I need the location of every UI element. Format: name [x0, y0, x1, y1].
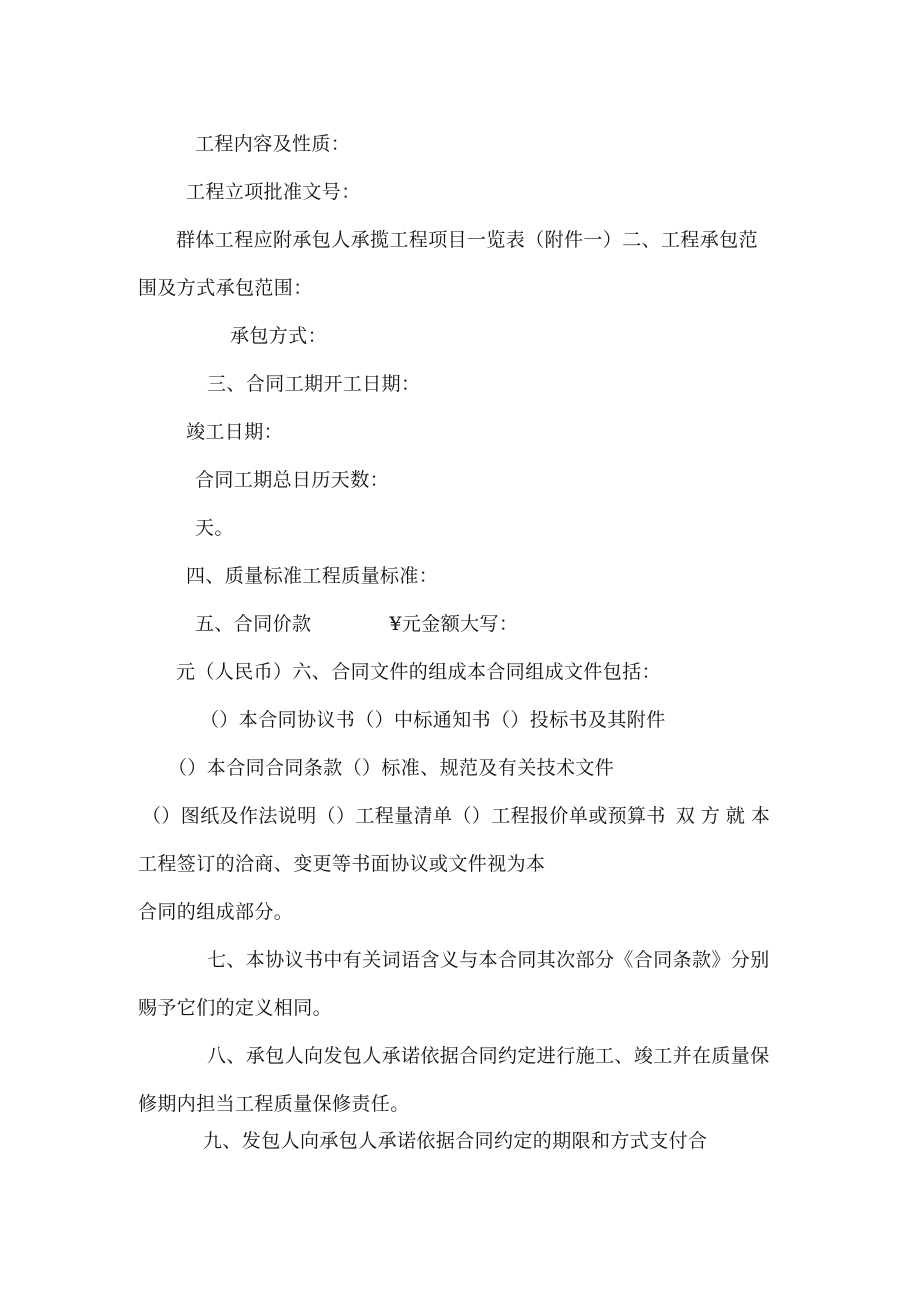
- text-line-article-eight-cont: 修期内担当工程质量保修责任。: [138, 1093, 410, 1115]
- text-line-total-days: 合同工期总日历天数：: [195, 469, 390, 491]
- text-line-article-seven-cont: 赐予它们的定义相同。: [138, 997, 333, 1019]
- text-line-doc-list-3: [142, 804, 776, 828]
- text-line-day-unit: 天。: [195, 517, 234, 539]
- text-line-rmb-documents: 元（人民币）六、合同文件的组成本合同组成文件包括：: [176, 661, 662, 683]
- text-line-article-seven: 七、本协议书中有关词语含义与本合同其次部分《合同条款》分别: [207, 949, 770, 971]
- text-line-group-project: 群体工程应附承包人承揽工程项目一览表（附件一）二、工程承包范: [176, 229, 759, 251]
- text-line-completion-date: 竣工日期：: [186, 421, 284, 443]
- doc-list-3-items: （）图纸及作法说明（）工程量清单（）工程报价单或预算书: [142, 805, 666, 827]
- text-line-start-date: 三、合同工期开工日期：: [207, 373, 421, 395]
- text-line-quality-standard: 四、质量标准工程质量标准：: [186, 565, 439, 587]
- text-line-contract-scope: 围及方式承包范围：: [138, 277, 313, 299]
- text-line-doc-list-2: （）本合同合同条款（）标准、规范及有关技术文件: [168, 757, 615, 779]
- text-line-doc-list-1: （）本合同协议书（）中标通知书（）投标书及其附件: [200, 709, 666, 731]
- text-line-contract-price: [195, 612, 518, 636]
- doc-list-3-tail: 双方就本: [675, 805, 776, 827]
- text-line-negotiation: 工程签订的洽商、变更等书面协议或文件视为本: [138, 853, 546, 875]
- contract-price-label: 五、合同价款: [195, 613, 312, 635]
- text-line-contract-part: 合同的组成部分。: [138, 901, 294, 923]
- contract-price-amount: ¥元金额大写：: [389, 613, 519, 635]
- text-line-article-nine: 九、发包人向承包人承诺依据合同约定的期限和方式支付合: [203, 1130, 708, 1152]
- text-line-project-content: 工程内容及性质：: [195, 133, 351, 155]
- text-line-approval-number: 工程立项批准文号：: [186, 181, 361, 203]
- text-line-contract-method: 承包方式：: [230, 325, 328, 347]
- text-line-article-eight: 八、承包人向发包人承诺依据合同约定进行施工、竣工并在质量保: [207, 1045, 770, 1067]
